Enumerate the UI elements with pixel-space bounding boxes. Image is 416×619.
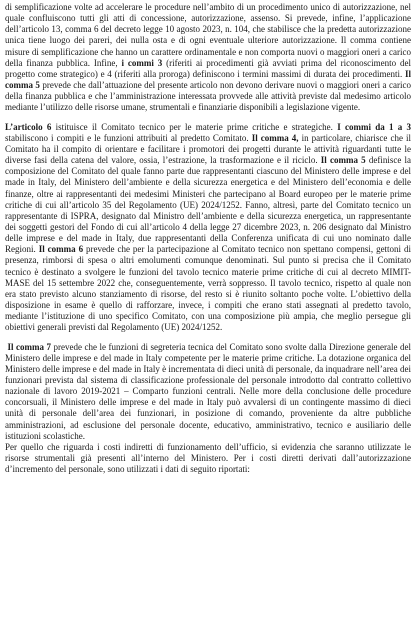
bold-run: I commi da 1 a 3 bbox=[337, 121, 411, 132]
text-run: prevede che le funzioni di segreteria tecnica del Comitato sono svolte dalla Direzione generale del Ministero delle imprese e del made in Italy competente per le materie prime critiche. La dotazione organica del Ministero delle imprese e del made in Italy è incrementata di dieci unità di personale, da inquadrare nell’area dei funzionari prevista dal sistema di classificazione professionale del personale introdotto dal contratto collettivo nazionale di lavoro 2019-2021 – Comparto funzioni centrali. Nelle more della conclusione delle procedure concorsuali, il Ministero delle imprese e del made in Italy può avvalersi di un contingente massimo di dieci unità di personale dell’area dei funzionari, in posizione di comando, proveniente da altre pubbliche amministrazioni, ad esclusione del personale docente, educativo, amministrativo, tecnico e ausiliario delle istituzioni scolastiche. bbox=[5, 341, 412, 441]
text-run: stabiliscono i compiti e le funzioni attribuiti al predetto Comitato. bbox=[5, 132, 252, 143]
bold-run: Il comma 5 bbox=[320, 155, 366, 166]
paragraph-spacer bbox=[5, 114, 411, 122]
paragraph-spacer bbox=[5, 334, 411, 342]
bold-run: Il comma 4, bbox=[251, 132, 299, 143]
bold-run: L’articolo 6 bbox=[5, 121, 52, 132]
text-run: (riferiti ai procedimenti già avviati prima del riconoscimento del progetto come strategico) e 4 (riferiti alla proroga) definiscono i termini massimi di durata dei procedimenti. bbox=[5, 57, 411, 79]
text-run: di semplificazione volte ad accelerare le procedure nell’ambito di un procedimento unico di autorizzazione, nel quale confluiscono tutti gli atti di concessione, autorizzazione, assenso. Si prevede, infine, l’applicazione dell’articolo 13, comma 6 del decreto legge 10 agosto 2023, n. 104, che stabilisce che la predetta autorizzazione unica tiene luogo dei pareri, dei nulla osta e di ogni eventuale ulteriore autorizzazione. Il comma contiene misure di semplificazione che hanno un carattere ordinamentale e non comporta nuovi o maggiori oneri a carico della finanza pubblica. Infine, bbox=[5, 2, 411, 68]
text-run: Per quello che riguarda i costi indiretti di funzionamento dell’ufficio, si evidenzia che saranno utilizzate le risorse strumentali già presenti all’interno del Ministero. Per i costi diretti derivati dall’autorizzazione d’incremento del personale, sono utilizzati i dati di seguito riportati: bbox=[5, 441, 411, 475]
text-run: definisce la composizione del Comitato del quale fanno parte due rappresentanti ciascuno del Ministero delle imprese e del made in Italy, del Ministero dell’ambiente e della sicurezza energetica e del Ministero dell’economia e delle finanze, oltre ai rappresentanti dei medesimi Ministeri che partecipano al Board europeo per le materie prime critiche di cui all’articolo 35 del Regolamento (UE) 2024/1252. Fanno, altresì, parte del Comitato tecnico un rappresentante di ISPRA, designato dal Ministro dell’ambiente e della sicurezza energetica, un rappresentante dei soggetti gestori del Fondo di cui all’articolo 4 della legge 27 dicembre 2023, n. 206 designato dal Ministro delle imprese e del made in Italy, due rappresentanti della Conferenza unificata di cui uno nominato dalle Regioni. bbox=[5, 155, 411, 255]
text-run: istituisce il Comitato tecnico per le materie prime critiche e strategiche. bbox=[51, 121, 338, 132]
paragraph-costi bbox=[5, 442, 411, 475]
paragraph-comma-7 bbox=[5, 342, 411, 442]
text-run: prevede che dall’attuazione del presente articolo non devono derivare nuovi o maggiori oneri a carico della finanza pubblica e che l’amministrazione interessata provvede alle attività previste dal medesimo articolo mediante l’utilizzo delle risorse umane, strumentali e finanziarie disponibili a legislazione vigente. bbox=[5, 80, 411, 113]
paragraph-article-6 bbox=[5, 122, 411, 334]
bold-run: Il comma 7 bbox=[7, 341, 52, 352]
bold-run: Il comma 6 bbox=[38, 244, 84, 255]
text-run: in particolare, chiarisce che il Comitato ha il compito di orientare e facilitare i promotori dei progetti durante le attività riguardanti tutte le diverse fasi della catena del valore, ossia, l’estrazione, la trasformazione e il riciclo. bbox=[5, 132, 411, 166]
bold-run: Il comma 5 bbox=[5, 68, 411, 91]
bold-run: i commi 3 bbox=[121, 57, 163, 68]
text-run: prevede che per la partecipazione al Comitato tecnico non spettano compensi, gettoni di presenza, rimborsi di spesa o altri emolumenti comunque denominati. Sul punto si precisa che il Comitato tecnico è destinato a svolgere le funzioni del tavolo tecnico materie prime critiche di cui al decreto MIMIT-MASE del 15 settembre 2022 che, conseguentemente, verrà soppresso. Il tavolo tecnico, rispetto al quale non era stato previsto alcuno stanziamento di risorse, del resto si è riunito soltanto poche volte. L’obiettivo della disposizione in esame è quello di rafforzare, invece, i compiti che erano stati assegnati al predetto tavolo, mediante l’istituzione di uno specifico Comitato, con una composizione più ampia, che meglio persegue gli obiettivi generali previsti dal Regolamento (UE) 2024/1252. bbox=[5, 244, 412, 333]
paragraph-article-5-commi bbox=[5, 2, 411, 114]
